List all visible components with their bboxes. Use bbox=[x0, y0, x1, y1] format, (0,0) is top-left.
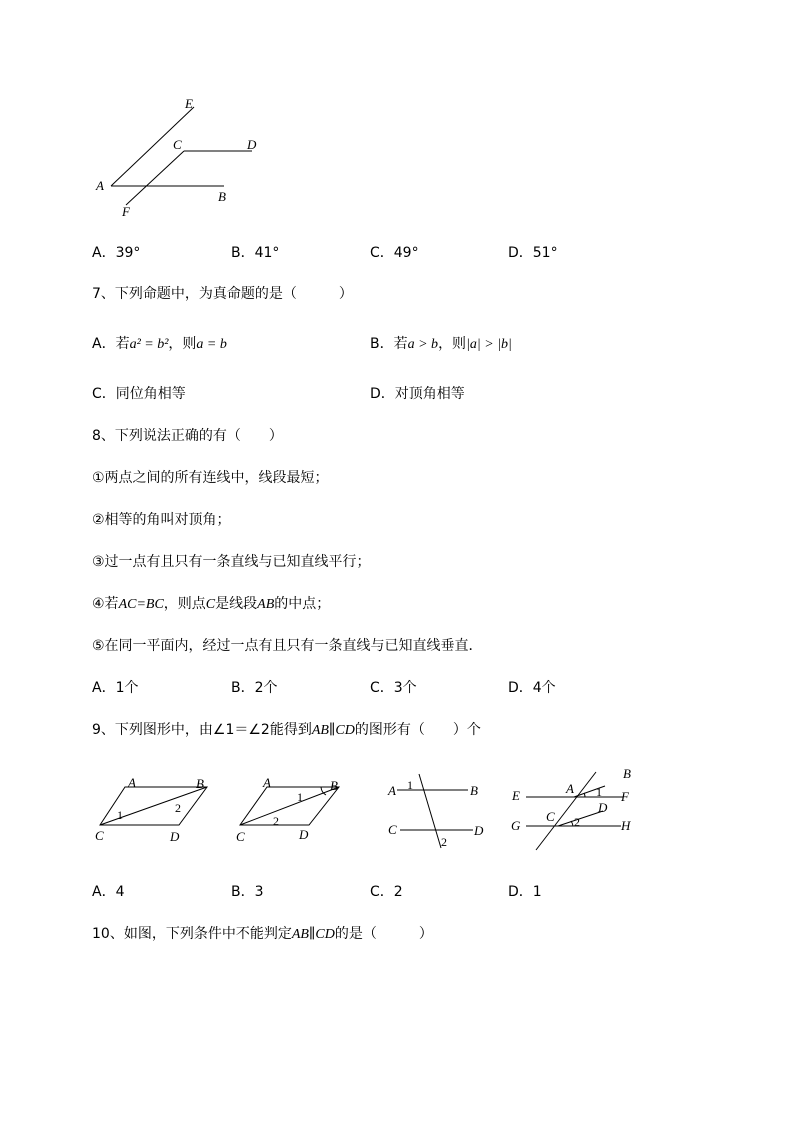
q8-statement-2: ②相等的角叫对顶角； bbox=[92, 512, 231, 528]
q8-option-d[interactable]: D．4个 bbox=[508, 680, 556, 696]
q9-figure-2 bbox=[232, 775, 362, 847]
line-fc bbox=[126, 151, 184, 205]
q10-stem bbox=[92, 923, 433, 943]
fig3-label-d: D bbox=[474, 823, 484, 838]
fig2-label-b: B bbox=[330, 778, 338, 793]
q7-option-a[interactable] bbox=[92, 333, 227, 353]
fig1-label-c: C bbox=[95, 828, 104, 843]
fig4-angle-2: 2 bbox=[574, 815, 580, 829]
q9-figure-4 bbox=[508, 764, 643, 854]
q8-s4-part-a: ④若 bbox=[92, 596, 119, 612]
q7-option-d[interactable]: D．对顶角相等 bbox=[370, 386, 465, 402]
q6-option-b[interactable]: B．41° bbox=[231, 245, 280, 261]
q9-stem-math: AB∥CD bbox=[311, 723, 355, 738]
fig3-angle-2: 2 bbox=[441, 835, 447, 849]
fig2-angle-2: 2 bbox=[273, 814, 279, 828]
fig4-label-c: C bbox=[546, 809, 555, 824]
q8-stem: 8、下列说法正确的有（ ） bbox=[92, 428, 283, 444]
label-e: E bbox=[185, 96, 193, 111]
q9-figure-1 bbox=[92, 775, 222, 847]
q9-option-c[interactable]: C．2 bbox=[370, 884, 403, 900]
q7-option-b-prefix: B．若 bbox=[370, 336, 408, 352]
q7-option-a-mid: ，则 bbox=[168, 336, 197, 352]
label-a: A bbox=[96, 178, 104, 193]
q7-option-c[interactable]: C．同位角相等 bbox=[92, 386, 186, 402]
fig1-angle-1: 1 bbox=[117, 808, 123, 822]
fig4-label-f: F bbox=[621, 789, 629, 804]
q8-s4-math-2: C bbox=[205, 597, 216, 612]
fig2-label-c: C bbox=[236, 829, 245, 844]
label-b: B bbox=[218, 189, 226, 204]
q7-option-a-math2: a = b bbox=[196, 337, 227, 352]
fig4-label-h: H bbox=[621, 818, 631, 833]
q6-option-d[interactable]: D．51° bbox=[508, 245, 558, 261]
fig4-label-b: B bbox=[623, 766, 631, 781]
label-d: D bbox=[247, 137, 257, 152]
fig1-label-a: A bbox=[128, 775, 136, 790]
fig2-angle-1: 1 bbox=[297, 790, 303, 804]
q8-option-c[interactable]: C．3个 bbox=[370, 680, 417, 696]
fig4-angle-1: 1 bbox=[596, 785, 602, 799]
fig4-label-a: A bbox=[566, 781, 574, 796]
q7-stem: 7、下列命题中，为真命题的是（ ） bbox=[92, 286, 353, 302]
q8-s4-math-1: AC=BC bbox=[118, 597, 164, 612]
fig1-angle-2: 2 bbox=[175, 801, 181, 815]
q8-statement-3: ③过一点有且只有一条直线与已知直线平行； bbox=[92, 554, 371, 570]
q7-option-b-math1: a > b bbox=[407, 337, 439, 352]
q7-option-a-prefix: A．若 bbox=[92, 336, 130, 352]
fig3-label-c: C bbox=[388, 822, 397, 837]
fig4-label-g: G bbox=[511, 818, 521, 833]
fig2-label-a: A bbox=[263, 775, 271, 790]
label-c: C bbox=[173, 137, 182, 152]
fig3-angle-1: 1 bbox=[407, 778, 413, 792]
fig1-label-d: D bbox=[170, 829, 180, 844]
label-f: F bbox=[122, 204, 130, 219]
q8-statement-5: ⑤在同一平面内，经过一点有且只有一条直线与已知直线垂直． bbox=[92, 638, 483, 654]
q8-s4-math-3: AB bbox=[257, 597, 275, 612]
q6-option-a[interactable]: A．39° bbox=[92, 245, 141, 261]
fig4-label-e: E bbox=[512, 788, 520, 803]
fig2-label-d: D bbox=[299, 827, 309, 842]
q7-option-b-math2: |a| > |b| bbox=[466, 337, 512, 352]
q9-option-b[interactable]: B．3 bbox=[231, 884, 264, 900]
q8-s4-part-d: 的中点； bbox=[274, 596, 331, 612]
q8-s4-part-b: ，则点 bbox=[163, 596, 206, 612]
q10-stem-part-b: 的是（ ） bbox=[334, 926, 433, 942]
fig3-label-a: A bbox=[388, 783, 396, 798]
q10-stem-part-a: 10、如图，下列条件中不能判定 bbox=[92, 926, 292, 942]
fig4-label-d: D bbox=[598, 800, 608, 815]
q8-option-a[interactable]: A．1个 bbox=[92, 680, 139, 696]
q6-option-c[interactable]: C．49° bbox=[370, 245, 419, 261]
fig3-transversal bbox=[419, 774, 441, 848]
q9-stem-part-b: 的图形有（ ）个 bbox=[354, 722, 481, 738]
q7-option-b-mid: ，则 bbox=[438, 336, 467, 352]
q9-option-d[interactable]: D．1 bbox=[508, 884, 542, 900]
q9-option-a[interactable]: A．4 bbox=[92, 884, 125, 900]
fig4-arc-2 bbox=[571, 821, 573, 826]
q8-s4-part-c: 是线段 bbox=[215, 596, 258, 612]
q8-statement-1: ①两点之间的所有连线中，线段最短； bbox=[92, 470, 329, 486]
q8-statement-4 bbox=[92, 593, 330, 613]
q7-option-b[interactable] bbox=[370, 333, 512, 353]
figure-q6 bbox=[90, 95, 270, 225]
q9-stem-part-a: 9、下列图形中，由∠1＝∠2能得到 bbox=[92, 722, 312, 738]
fig3-label-b: B bbox=[470, 783, 478, 798]
q7-option-a-math1: a² = b² bbox=[129, 337, 169, 352]
q8-option-b[interactable]: B．2个 bbox=[231, 680, 278, 696]
q10-stem-math: AB∥CD bbox=[291, 927, 335, 942]
fig1-label-b: B bbox=[196, 776, 204, 791]
q9-stem bbox=[92, 719, 481, 739]
q9-figure-3 bbox=[385, 770, 495, 852]
